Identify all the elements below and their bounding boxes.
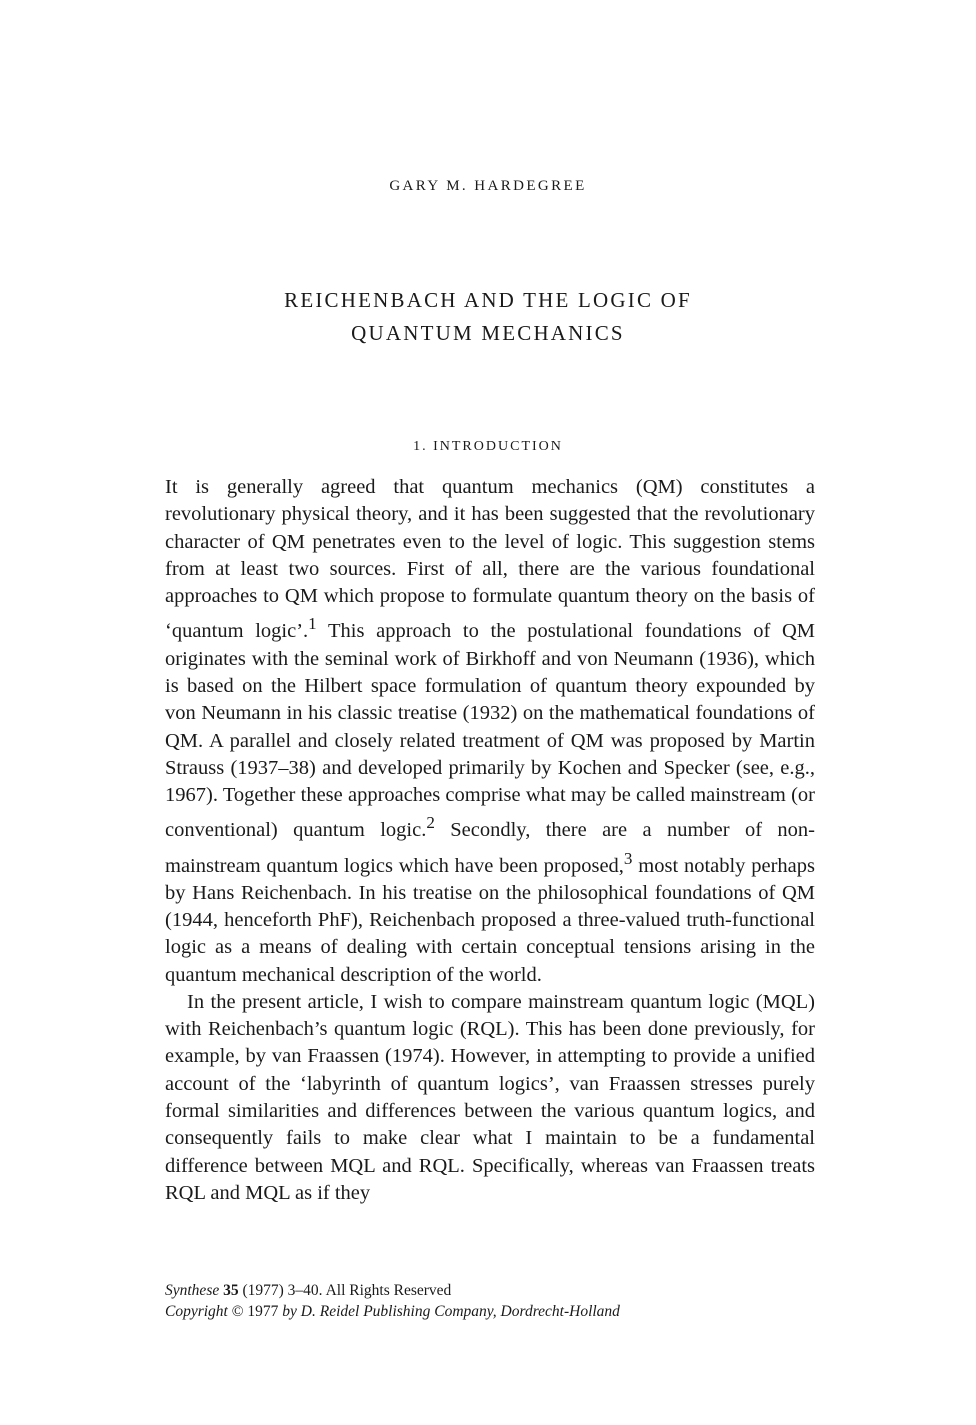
footnote-ref-2[interactable]: 2 <box>426 813 435 833</box>
paragraph-text: This approach to the postulational foundations of QM originates with the seminal work of Birkhoff and von Neumann (1936), which is based on the Hilbert space formulation of quantum theory expounded by von Neumann in his classic treatise (1932) on the mathematical foundations of QM. A parallel and closely related treatment of QM was proposed by Martin Strauss (1937–38) and developed primarily by Kochen and Specker (see, e.g., 1967). Together these approaches comprise what may be called mainstream (or conventional) quantum logic. <box>165 620 815 842</box>
page-footer <box>165 1280 815 1322</box>
journal-volume: 35 <box>223 1282 239 1299</box>
paragraph-2 <box>165 989 815 1207</box>
paragraph-text: In the present article, I wish to compare mainstream quantum logic (MQL) with Reichenbach’s quantum logic (RQL). This has been done previously, for example, by van Fraassen (1974). However, in attempting to provide a unified account of the ‘labyrinth of quantum logics’, van Fraassen stresses purely formal similarities and differences between the various quantum logics, and consequently fails to make clear what I maintain to be a fundamental difference between MQL and RQL. Specifically, whereas van Fraassen treats RQL and MQL as if they <box>165 990 815 1204</box>
paragraph-1 <box>165 474 815 989</box>
footnote-ref-3[interactable]: 3 <box>623 848 633 868</box>
footnote-ref-1[interactable]: 1 <box>308 614 317 634</box>
paragraph-text: most notably perhaps by Hans Reichenbach. In his treatise on the philosophical foundations of QM (1944, henceforth PhF), Reichenbach proposed a three-valued truth-functional logic as a means of dealing with certain conceptual tensions arising in the quantum mechanical description of the world. <box>165 854 815 986</box>
publisher: by D. Reidel Publishing Company, Dordrecht-Holland <box>282 1303 620 1320</box>
paragraph-text: It is generally agreed that quantum mechanics (QM) constitutes a revolutionary physical theory, and it has been suggested that the revolutionary character of QM penetrates even to the level of logic. This suggestion stems from at least two sources. First of all, there are the various foundational approaches to QM which propose to formulate quantum theory on the basis of ‘quantum logic’. <box>165 476 815 643</box>
body-text <box>165 474 815 1207</box>
copyright-line <box>165 1301 815 1322</box>
paragraph-text: Secondly, there are a number of non-mainstream quantum logics which have been proposed, <box>165 819 815 877</box>
journal-name: Synthese <box>165 1282 220 1299</box>
citation-details: (1977) 3–40. All Rights Reserved <box>238 1282 452 1299</box>
article-title <box>0 284 976 350</box>
copyright-label: Copyright <box>165 1303 232 1320</box>
journal-citation <box>165 1280 815 1301</box>
copyright-icon: © <box>231 1303 244 1320</box>
copyright-year: 1977 <box>243 1303 283 1320</box>
article-title-line-1: REICHENBACH AND THE LOGIC OF <box>284 288 692 312</box>
section-heading: 1. INTRODUCTION <box>413 439 563 454</box>
article-title-line-2: QUANTUM MECHANICS <box>351 321 625 345</box>
author-name: GARY M. HARDEGREE <box>389 178 587 194</box>
